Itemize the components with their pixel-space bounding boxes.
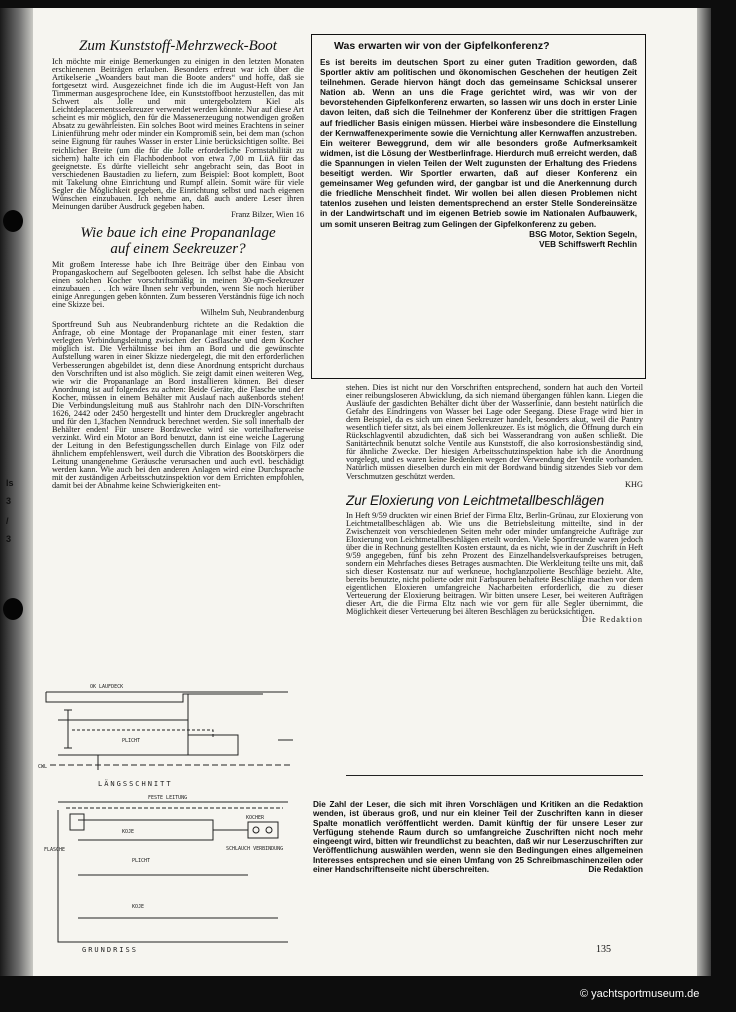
page-number: 135 (596, 944, 611, 955)
article2-title-line2: auf einem Seekreuzer? (110, 240, 246, 257)
drawing-label-plicht-plan: PLICHT (132, 858, 151, 864)
article1-signature: Franz Bilzer, Wien 16 (231, 209, 304, 219)
left-column (52, 38, 304, 680)
article2-letter-signature: Wilhelm Suh, Neubrandenburg (200, 308, 304, 318)
article1-title: Zum Kunststoff-Mehrzweck-Boot (79, 38, 277, 54)
bottle-box-plan (70, 814, 84, 830)
binding-gutter (0, 8, 33, 976)
notice-text: Die Zahl der Leser, die sich mit ihren Vorschlägen und Kritiken an die Redaktion wenden, ist überaus groß, und nur ein kleiner Teil der Zuschriften kann in dieser Spalte monatlich veröffentlicht werden. Damit künftig der für unsere Leser zur Verfügung stehende Raum durch so umfangreiche Zuschriften nicht noch mehr eingeengt wird, bitten wir freundlichst zu beachten, daß wir nur Leserzuschriften zur Veröffentlichung auswählen werden, wenn sie den Bedingungen eines allgemeinen Interesses entsprechen und sie einen Umfang von 25 Schreibmaschinenzeilen oder einer Handschriftenseite nicht überschreiten. (313, 800, 643, 875)
drawing-label-flasche: FLASCHE (44, 847, 66, 853)
drawing-label-feste-leitung: FESTE LEITUNG (148, 795, 188, 801)
drawing-label-grundriss: GRUNDRISS (82, 946, 138, 954)
box-title: Was erwarten wir von der Gipfelkonferenz? (334, 40, 550, 52)
drawing-label-koje: KOJE (122, 829, 135, 835)
pantry-section (188, 735, 238, 755)
cabin-outline (46, 692, 263, 702)
article2-continuation-signature: KHG (625, 479, 643, 489)
drawing-label-cwl: CWL (38, 764, 48, 770)
box-body: Es ist bereits im deutschen Sport zu einer guten Tradition geworden, daß Sportler aktiv am politischen und ökonomischen Geschehen der heutigen Zeit teilnehmen. Gerade hiervon hängt doch das gemeinsame Schicksal unserer Nation ab. Wenn an uns die Frage gerichtet wird, was wir von der bevorstehenden Gipfelkonferenz erwarten, so lassen wir uns doch in erster Linie davon leiten, daß sich die Teilnehmer der Konferenz über die strittigen Fragen auf friedlicher Basis einigen müssen. Hierbei wäre insbesondere die Einstellung der Kernwaffenexperimente sowie die Vernichtung aller Kernwaffen anzustreben. Ein weiterer Beweggrund, dem wir alle besonders große Aufmerksamkeit widmen, ist die Lösung der Westberlinfrage. Hierdurch muß erreicht werden, daß die Spannungen in vielen Teilen der Welt zugunsten der Erhaltung des Friedens beseitigt werden. Wir Sportler erwarten, daß auf dieser Konferenz ein gemeinsamer Weg gefunden wird, der gangbar ist und die Anerkennung durch die friedliche Menschheit findet. Wir wollen bei allen diesen Problemen nicht tatenlos zusehen und leisten dementsprechend an erster Stelle Sondereinsätze in der Landwirtschaft und im eigenen Betrieb sowie im Nationalen Aufbauwerk, um somit unseren Beitrag zum Gelingen der Gipfelkonferenz zu geben. (320, 58, 637, 229)
article3-signature: Die Redaktion (581, 615, 643, 625)
drawing-label-plicht: PLICHT (122, 738, 141, 744)
article3-title: Zur Eloxierung von Leichtmetallbeschlägen (346, 492, 605, 508)
drawing-label-laengsschnitt: LÄNGSSCHNITT (98, 780, 173, 788)
page-edge (697, 8, 711, 976)
right-column (346, 384, 643, 768)
article2-title-line1: Wie baue ich eine Propananlage (80, 224, 276, 241)
divider (346, 775, 643, 776)
gutter-mark: / (6, 516, 9, 526)
drawing-label-kocher: KOCHER (246, 815, 265, 821)
article2-continuation: stehen. Dies ist nicht nur den Vorschriften entsprechend, sondern hat auch den Vorteil einer reibungsloseren Abwicklung, da sich niemand übergangen fühlen kann. Liegen die Ausläufe der gasdichten Behälter dicht über der Wasserlinie, dann besteht natürlich die Gefahr des Eindringens von Wasser bei Lage oder Seegang. Diese Frage wird hier in dem Beispiel, da es sich um einen Seekreuzer handelt, besonders akut, weil die Pantry wesentlich tiefer sitzt, als bei einem Jollenkreuzer. Es ist möglich, die Öffnung durch ein Rückschlagventil abzudichten, daß sich bei Wasserandrang von außen schließt. Die Sanitärtechnik benutzt solche Ventile aus Kunststoff, die also korrosionsbeständig sind, für ähnliche Zwecke. Der hiesigen Arbeitsschutzinspektion habe ich die Anordnung vorgelegt, und es waren keine Bedenken wegen der Verwendung der Ventile vorhanden. Natürlich müssen dieselben durch ein mit der Bordwand bündig sitzendes Sieb vor dem Verschmutzen geschützt werden. (346, 384, 643, 481)
article2-letter: Mit großem Interesse habe ich Ihre Beiträge über den Einbau von Propangaskochern auf Segelbooten gelesen. Ich selbst habe die Absicht einen solchen Kocher vorschriftsmäßig in meinen 30-qm-Seekreuzer einzubauen . . . Ich wäre Ihnen sehr verbunden, wenn Sie noch hierüber einige Anregungen geben könnten. Zum besseren Verständnis füge ich noch eine Skizze bei. (52, 259, 304, 310)
berth-plan (78, 820, 213, 840)
notice-signature: Die Redaktion (588, 865, 643, 875)
article1-body: Ich möchte mir einige Bemerkungen zu einigen in den letzten Monaten erschienenen Beiträgen erlauben. Besonders erfreut war ich über die Artikelserie „Woanders baut man die Boote anders“ und hoffe, daß sie fortgesetzt wird. Ausgezeichnet finde ich die im August-Heft von Jan Timmerman ausgesprochene Idee, ein Kunststoffboot herzustellen, das mit Schwert als Jolle und mit untergebolztem Kiel als Leichtdeplacementsseekreuzer verwendet werden könnte. Nur auf diese Art scheint es mir möglich, den für die Massenerzeugung notwendigen großen Absatz zu gewährleisten. Ein solches Boot wird meines Erachtens in seiner Linienführung mehr oder minder ein Kompromiß sein, bei dem man (schon seine Eignung für rauhes Wasser in erster Linie berücksichtigen sollte. Bei reichlicher Breite (um die für die Jolle erforderliche Formstabilität zu sichern) halte ich ein Flachbodenboot von etwa 7,00 m LüA für das geeignetste. Es dürfte vielleicht sehr angebracht sein, das Boot in verschiedenen Baustadien zu liefern, zum Beispiel: Boot komplett, Boot mit Takelung ohne Einrichtung und Rumpf allein. Somit wäre für viele Segler die Möglichkeit gegeben, die Einrichtung selbst und nach eigenen Wünschen einzubauen. Ich nehme an, daß auch andere Leser ihren Meinungen darüber Ausdruck gegeben haben. (52, 57, 304, 211)
binder-hole (3, 598, 23, 620)
supply-line-section (72, 730, 213, 738)
gutter-mark: Is (6, 478, 14, 488)
binder-hole (3, 210, 23, 232)
gas-bottle-section (64, 710, 72, 748)
gutter-mark: 3 (6, 496, 12, 506)
drawing-label-schlauch: SCHLAUCH VERBINDUNG (226, 846, 284, 852)
drawing-label-laufdeck: OK LAUFDECK (90, 684, 124, 690)
article2-answer: Sportfreund Suh aus Neubrandenburg richtete an die Redaktion die Anfrage, ob eine Montage der Propananlage mit einer festen, starr verlegten Verbindungsleitung zwischen der Gasflasche und dem Kocher möglich ist. Die Verhältnisse bei ihm an Bord und die gewünschte Aufstellung waren in einer Skizze niedergelegt, die mit den erforderlichen Verbesserungen abgebildet ist, denn diese Anordnung entspricht durchaus den Vorschriften und ist also möglich. Sie zeigt damit einen weiteren Weg, wie wir die Propananlage an Bord installieren können. Bei dieser Anordnung ist auf folgendes zu achten: Beide Geräte, die Flasche und der Kocher, müssen in einem Behälter mit Auslauf nach außenbords stehen! Die Verbindungsleitung muß aus Stahlrohr nach den DIN-Vorschriften 1626, 2442 oder 2450 hergestellt und hinter dem Druckregler angebracht und für den 1,3fachen Nenndruck berechnet werden. Sie soll innerhalb der Behälter enden! Für unsere Bordzwecke wird sie vorteilhafterweise verzinkt. Wird ein Motor an Bord benutzt, dann ist eine weiche Lagerung der Leitung in den Befestigungsschellen durch Einlage von Filz oder ähnlichem empfehlenswert, weil durch die Vibration des Bootskörpers die Leitung unangenehme Geräusche verursachen und auch evtl. beschädigt werden kann. Wie auch bei den anderen Anlagen wird eine Durchsprache mit der zuständigen Arbeitsschutzinspektion vor dem Errichten empfohlen, damit bei der Abnahme keine Schwierigkeiten ent- (52, 320, 304, 491)
editorial-notice (313, 800, 643, 874)
box-signature-line2: VEB Schiffswerft Rechlin (539, 239, 637, 249)
propane-installation-sketch (38, 680, 308, 955)
gutter-mark: 3 (6, 534, 12, 544)
article3-body: In Heft 9/59 druckten wir einen Brief der Firma Eltz, Berlin-Grünau, zur Eloxierung von Leichtmetallbeschlägen ab. Wie uns die Betriebsleitung mitteilte, sind in der Zwischenzeit von verschiedenen Seiten mehr oder minder umfangreiche Aufträge zur Eloxierung von Leichtmetallbeschlägen erteilt worden. Viele Sportfreunde waren jedoch über die in Rechnung gestellten Kosten erstaunt, da es nicht, wie in der Zuschrift in Heft 9/59 angegeben, fünf bis zehn Prozent des Einzelhandelsverkaufspreises betrugen, sondern ein Mehrfaches dieses Betrages ausmachten. Die Werkleitung teilte uns mit, daß sich dieser Kostensatz nur auf werkneue, hochglanzpolierte Beschläge bezieht. Alte, bereits benutzte, nicht polierte oder mit Farbspuren behaftete Beschläge machen vor dem eigentlichen Eloxieren umfangreiche Nacharbeiten erforderlich, die zu dieser Verteuerung der Eloxierung beitragen. Wir bitten unsere Leser, bei weiteren Aufträgen dieser Art, die die Firma Eltz nach wie vor gern für alle Segler übernimmt, die Möglichkeit dieser Verteuerung bei älteren Beschlägen zu berücksichtigen. (346, 510, 643, 617)
drawing-label-koje-plan: KOJE (132, 904, 145, 910)
box-signature-line1: BSG Motor, Sektion Segeln, (529, 229, 637, 239)
gipfelkonferenz-box (311, 34, 646, 379)
copyright-credit: © yachtsportmuseum.de (580, 988, 700, 1000)
